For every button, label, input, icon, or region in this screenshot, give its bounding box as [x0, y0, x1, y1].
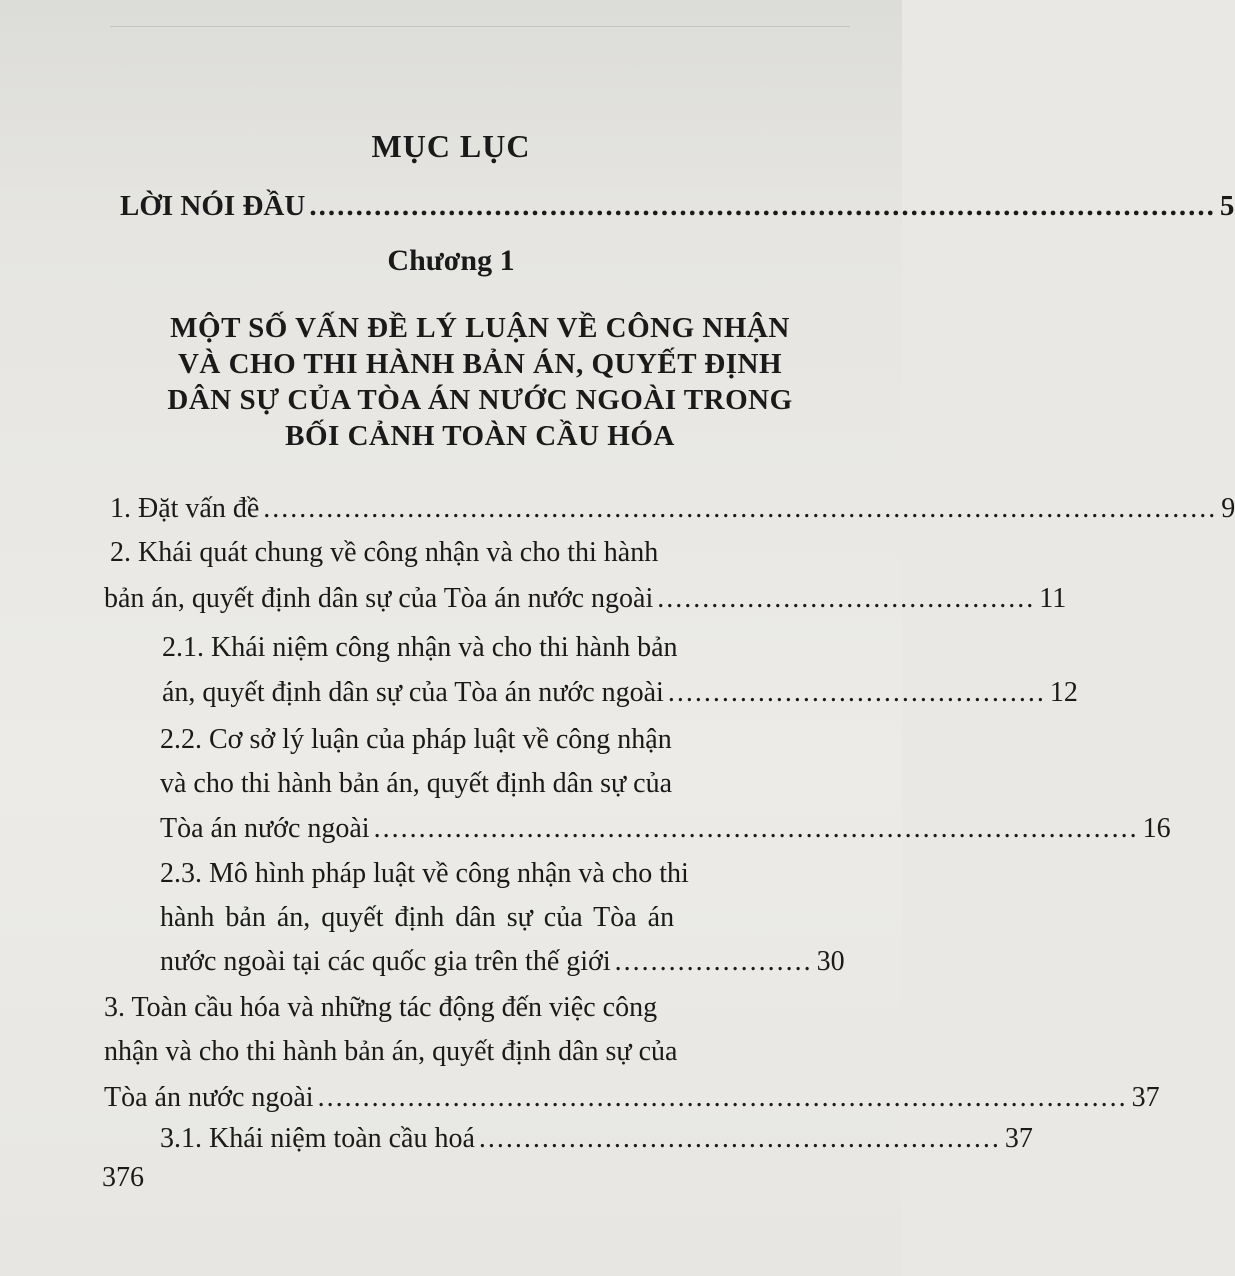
- toc-entry-2-3: [160, 946, 845, 978]
- toc-entry-3-line2: nhận và cho thi hành bản án, quyết định dân sự của: [104, 1036, 678, 1067]
- toc-entry-1: [110, 493, 1235, 525]
- dot-leader: ..........................................: [657, 583, 1036, 614]
- chapter-title-line: DÂN SỰ CỦA TÒA ÁN NƯỚC NGOÀI TRONG: [167, 384, 793, 416]
- dot-leader: ......................: [614, 946, 813, 977]
- chapter-title-line: BỐI CẢNH TOÀN CẦU HÓA: [285, 420, 675, 452]
- toc-entry-page: 5: [1219, 190, 1235, 222]
- toc-entry-2-1: [162, 677, 1078, 709]
- toc-entry-page: 12: [1049, 677, 1078, 708]
- dot-leader: ..........................................................................................................: [263, 493, 1218, 524]
- toc-entry-2-line1: 2. Khái quát chung về công nhận và cho thi hành: [110, 537, 659, 568]
- toc-entry-label: bản án, quyết định dân sự của Tòa án nước ngoài: [104, 583, 654, 614]
- toc-entry-2-2: [160, 813, 1171, 845]
- toc-entry-label: Tòa án nước ngoài: [160, 813, 370, 844]
- chapter-title-line: VÀ CHO THI HÀNH BẢN ÁN, QUYẾT ĐỊNH: [177, 348, 783, 380]
- header-rule: [110, 26, 850, 27]
- dot-leader: ..........................................................................................: [317, 1082, 1128, 1113]
- toc-entry-3-1: [160, 1123, 1033, 1155]
- dot-leader: ..........................................................: [478, 1123, 1001, 1154]
- toc-entry-2-3-line2: hành bản án, quyết định dân sự của Tòa án: [160, 902, 675, 933]
- toc-entry-page: 37: [1131, 1082, 1160, 1113]
- toc-entry-label: nước ngoài tại các quốc gia trên thế giới: [160, 946, 611, 977]
- toc-title: MỤC LỤC: [371, 128, 531, 164]
- toc-entry-page: 30: [816, 946, 845, 977]
- toc-entry-2-2-line1: 2.2. Cơ sở lý luận của pháp luật về công nhận: [160, 724, 672, 755]
- toc-entry-3: [104, 1082, 1160, 1114]
- page-number: 376: [102, 1162, 144, 1193]
- toc-entry-page: 37: [1004, 1123, 1033, 1154]
- toc-entry-3-line1: 3. Toàn cầu hóa và những tác động đến việc công: [104, 992, 658, 1023]
- toc-entry-label: Tòa án nước ngoài: [104, 1082, 314, 1113]
- toc-entry-preface: [120, 190, 1235, 223]
- toc-entry-2: [104, 583, 1067, 615]
- toc-entry-2-3-line1: 2.3. Mô hình pháp luật về công nhận và cho thi: [160, 858, 689, 889]
- toc-entry-label: 1. Đặt vấn đề: [110, 493, 260, 524]
- dot-leader: .....................................................................................: [373, 813, 1139, 844]
- toc-entry-label: án, quyết định dân sự của Tòa án nước ngoài: [162, 677, 664, 708]
- chapter-title: [100, 310, 860, 454]
- toc-entry-label: LỜI NÓI ĐẦU: [120, 190, 306, 222]
- toc-entry-page: 11: [1039, 583, 1067, 614]
- dot-leader: ..................................................................................................: [309, 190, 1216, 222]
- chapter-title-line: MỘT SỐ VẤN ĐỀ LÝ LUẬN VỀ CÔNG NHẬN: [170, 312, 790, 344]
- toc-entry-2-1-line1: 2.1. Khái niệm công nhận và cho thi hành bản: [162, 632, 678, 663]
- toc-entry-page: 16: [1142, 813, 1171, 844]
- toc-entry-page: 9: [1221, 493, 1235, 524]
- toc-entry-2-2-line2: và cho thi hành bản án, quyết định dân sự của: [160, 768, 673, 799]
- toc-entry-label: 3.1. Khái niệm toàn cầu hoá: [160, 1123, 475, 1154]
- chapter-label: Chương 1: [387, 244, 515, 277]
- dot-leader: ..........................................: [667, 677, 1046, 708]
